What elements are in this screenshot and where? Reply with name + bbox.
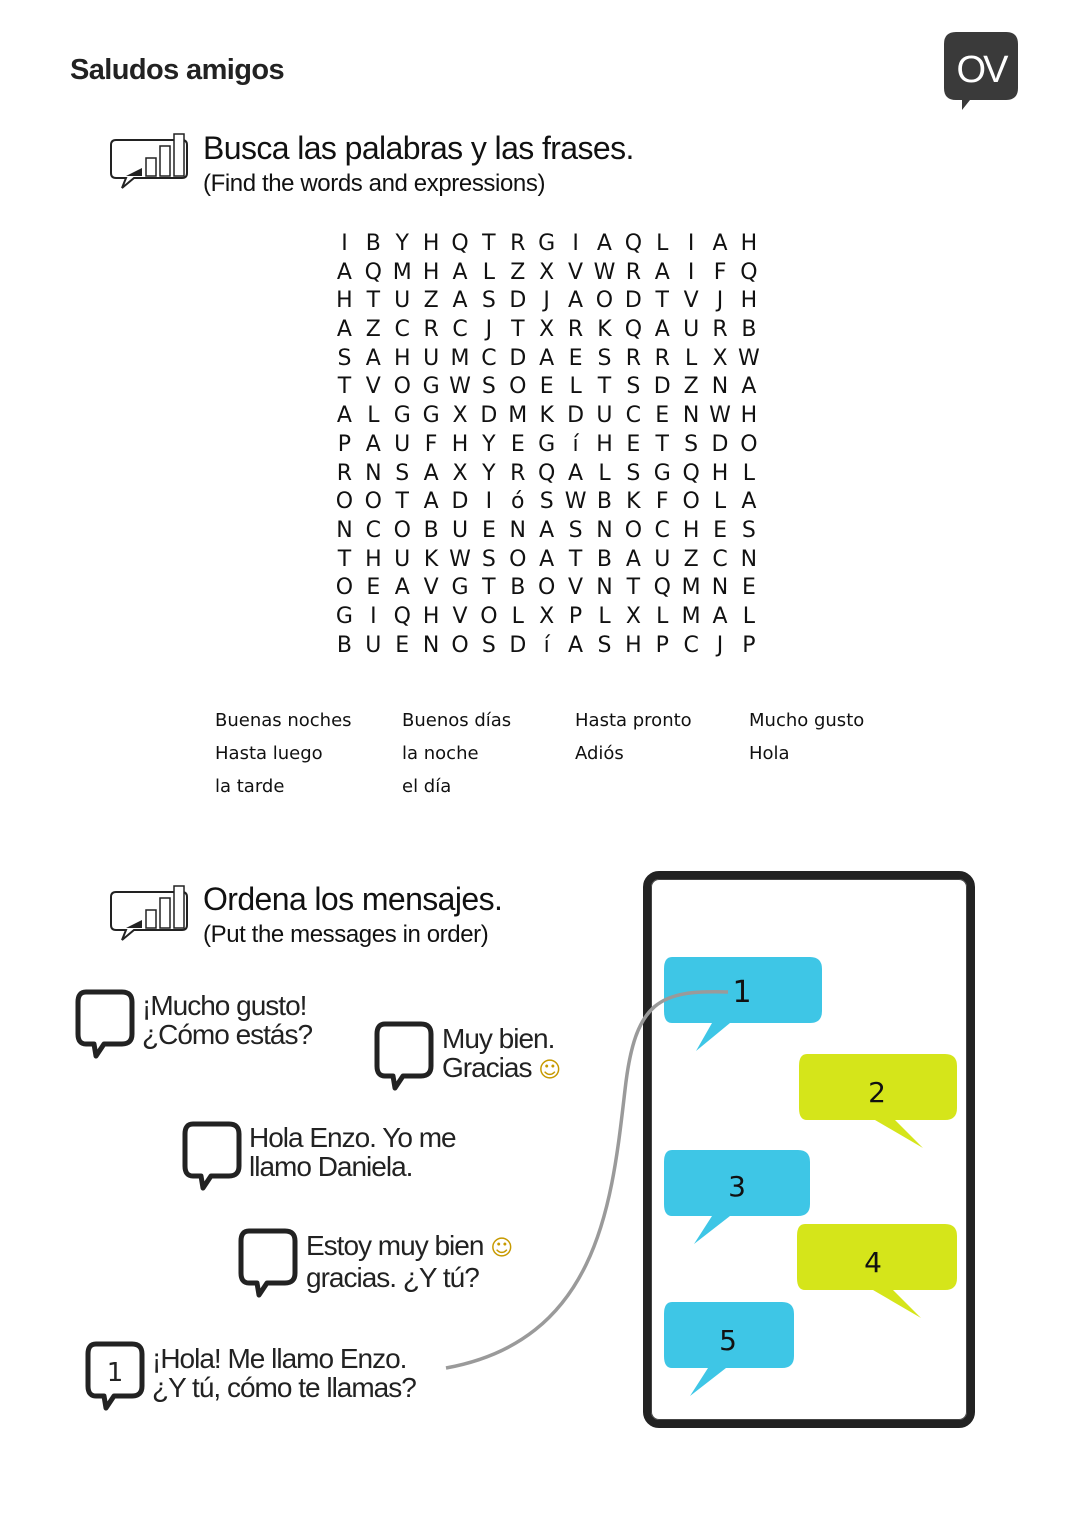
- grid-letter[interactable]: D: [509, 345, 527, 371]
- grid-letter[interactable]: O: [509, 374, 527, 400]
- grid-row: [330, 230, 763, 259]
- grid-letter[interactable]: G: [422, 403, 440, 429]
- grid-letter[interactable]: C: [625, 403, 642, 429]
- grid-row: [330, 488, 763, 517]
- grid-letter[interactable]: Q: [364, 259, 382, 285]
- grid-letter[interactable]: G: [393, 403, 411, 429]
- grid-letter[interactable]: U: [394, 288, 411, 314]
- section-title: Busca las palabras y las frases.: [203, 130, 634, 166]
- grid-letter[interactable]: Q: [624, 317, 643, 343]
- grid-letter[interactable]: E: [741, 575, 756, 601]
- grid-letter[interactable]: H: [451, 431, 469, 457]
- grid-letter[interactable]: Y: [482, 431, 496, 457]
- smile-emoji-icon: ☺: [538, 1058, 561, 1083]
- grid-letter[interactable]: H: [393, 345, 411, 371]
- grid-letter[interactable]: S: [626, 460, 641, 486]
- grid-letter[interactable]: N: [509, 517, 527, 543]
- speech-signal-icon: [108, 132, 190, 192]
- grid-letter[interactable]: M: [450, 345, 470, 371]
- grid-letter[interactable]: X: [539, 317, 555, 343]
- grid-letter[interactable]: R: [510, 231, 526, 256]
- grid-letter[interactable]: X: [539, 259, 555, 285]
- grid-letter[interactable]: A: [423, 489, 439, 515]
- grid-letter[interactable]: V: [423, 575, 439, 601]
- grid-letter[interactable]: O: [624, 517, 643, 543]
- grid-letter[interactable]: P: [568, 603, 583, 629]
- grid-letter[interactable]: E: [510, 431, 525, 457]
- grid-letter[interactable]: R: [712, 317, 728, 343]
- grid-letter[interactable]: F: [424, 431, 438, 457]
- grid-letter[interactable]: A: [539, 546, 555, 572]
- grid-letter[interactable]: A: [712, 231, 728, 256]
- grid-letter[interactable]: D: [567, 403, 585, 429]
- grid-letter[interactable]: O: [740, 431, 758, 457]
- slot-number: 1: [732, 975, 752, 1010]
- grid-letter[interactable]: C: [452, 317, 468, 343]
- grid-letter[interactable]: R: [625, 259, 641, 285]
- grid-letter[interactable]: S: [337, 345, 352, 371]
- grid-letter[interactable]: G: [538, 431, 556, 457]
- grid-letter[interactable]: N: [336, 517, 353, 543]
- grid-letter[interactable]: T: [395, 489, 409, 515]
- grid-letter[interactable]: M: [681, 603, 701, 629]
- section-subtitle: (Put the messages in order): [203, 921, 489, 948]
- grid-letter[interactable]: S: [626, 374, 641, 400]
- grid-letter[interactable]: T: [568, 546, 583, 572]
- grid-letter[interactable]: H: [422, 603, 440, 629]
- grid-letter[interactable]: S: [597, 632, 612, 658]
- grid-letter[interactable]: N: [682, 403, 700, 429]
- phone-slot-5: [660, 1300, 800, 1400]
- grid-letter[interactable]: I: [572, 231, 579, 256]
- grid-letter[interactable]: N: [596, 575, 613, 601]
- grid-letter[interactable]: G: [538, 231, 556, 256]
- grid-letter[interactable]: A: [336, 317, 352, 343]
- grid-letter[interactable]: C: [683, 632, 699, 658]
- grid-letter[interactable]: S: [539, 489, 554, 515]
- grid-letter[interactable]: S: [481, 632, 496, 658]
- grid-letter[interactable]: D: [711, 431, 729, 457]
- grid-letter[interactable]: H: [740, 403, 758, 429]
- grid-letter[interactable]: P: [337, 431, 352, 457]
- speech-bubble-icon: [237, 1227, 299, 1301]
- phone-slot-4: [793, 1222, 958, 1322]
- grid-letter[interactable]: V: [568, 259, 584, 285]
- grid-letter[interactable]: Q: [682, 460, 700, 486]
- grid-letter[interactable]: W: [593, 259, 616, 285]
- grid-letter[interactable]: D: [509, 288, 527, 314]
- grid-letter[interactable]: T: [655, 431, 669, 457]
- grid-letter[interactable]: Y: [395, 231, 409, 256]
- logo-text: OV: [956, 49, 1006, 91]
- grid-letter[interactable]: A: [365, 345, 381, 371]
- grid-letter[interactable]: S: [481, 288, 496, 314]
- grid-letter[interactable]: X: [625, 603, 641, 629]
- grid-letter[interactable]: T: [511, 317, 525, 343]
- grid-letter[interactable]: S: [741, 517, 756, 543]
- grid-letter[interactable]: I: [341, 231, 348, 256]
- grid-letter[interactable]: P: [742, 632, 756, 658]
- grid-letter[interactable]: N: [711, 374, 729, 400]
- grid-letter[interactable]: F: [713, 259, 727, 285]
- grid-letter[interactable]: H: [365, 546, 382, 572]
- grid-letter[interactable]: D: [451, 489, 469, 515]
- grid-letter[interactable]: í: [572, 431, 579, 457]
- grid-letter[interactable]: N: [422, 632, 440, 658]
- grid-letter[interactable]: H: [422, 259, 440, 285]
- slot-number: 3: [728, 1170, 746, 1203]
- grid-letter[interactable]: J: [716, 632, 724, 658]
- grid-letter[interactable]: C: [654, 517, 670, 543]
- grid-letter[interactable]: U: [654, 546, 671, 572]
- grid-letter[interactable]: N: [711, 575, 729, 601]
- grid-letter[interactable]: U: [683, 317, 700, 343]
- word-item: el día: [402, 776, 452, 797]
- grid-letter[interactable]: S: [684, 431, 699, 457]
- grid-letter[interactable]: A: [423, 460, 439, 486]
- grid-letter[interactable]: O: [451, 632, 469, 658]
- grid-letter[interactable]: Z: [683, 374, 699, 400]
- section-title: Ordena los mensajes.: [203, 881, 503, 917]
- grid-letter[interactable]: A: [452, 259, 468, 285]
- grid-letter[interactable]: G: [422, 374, 440, 400]
- grid-letter[interactable]: H: [711, 460, 729, 486]
- grid-letter[interactable]: H: [422, 231, 440, 256]
- grid-letter[interactable]: L: [656, 603, 669, 629]
- grid-letter[interactable]: U: [451, 517, 469, 543]
- phone-slot-3: [660, 1148, 815, 1248]
- grid-row: [330, 287, 763, 316]
- grid-letter[interactable]: L: [367, 403, 380, 429]
- grid-letter[interactable]: E: [568, 345, 583, 371]
- word-item: Adiós: [575, 743, 624, 764]
- grid-letter[interactable]: V: [452, 603, 468, 629]
- grid-letter[interactable]: X: [452, 460, 468, 486]
- grid-letter[interactable]: B: [596, 489, 612, 515]
- grid-letter[interactable]: B: [336, 632, 352, 658]
- grid-letter[interactable]: Q: [393, 603, 411, 629]
- grid-letter[interactable]: G: [451, 575, 469, 601]
- grid-letter[interactable]: Q: [451, 231, 469, 256]
- grid-letter[interactable]: H: [336, 288, 353, 314]
- word-item: Hola: [749, 743, 790, 764]
- grid-letter[interactable]: T: [482, 231, 496, 256]
- grid-letter[interactable]: T: [655, 288, 669, 314]
- grid-letter[interactable]: R: [423, 317, 439, 343]
- grid-letter[interactable]: H: [682, 517, 700, 543]
- grid-row: [330, 259, 763, 288]
- grid-letter[interactable]: A: [654, 259, 670, 285]
- grid-letter[interactable]: Q: [624, 231, 643, 256]
- grid-letter[interactable]: ó: [511, 489, 525, 515]
- grid-letter[interactable]: R: [654, 345, 670, 371]
- grid-row: [330, 574, 763, 603]
- grid-letter[interactable]: A: [539, 345, 555, 371]
- grid-letter[interactable]: R: [510, 460, 526, 486]
- grid-letter[interactable]: X: [712, 345, 728, 371]
- grid-letter[interactable]: A: [596, 231, 612, 256]
- word-item: la tarde: [215, 776, 285, 797]
- grid-letter[interactable]: N: [740, 546, 758, 572]
- grid-letter[interactable]: A: [568, 632, 584, 658]
- speech-bubble-icon: [373, 1020, 435, 1094]
- grid-letter[interactable]: G: [335, 603, 353, 629]
- grid-letter[interactable]: W: [564, 489, 587, 515]
- grid-letter[interactable]: T: [626, 575, 641, 601]
- grid-letter[interactable]: O: [682, 489, 700, 515]
- grid-letter[interactable]: T: [597, 374, 612, 400]
- slot-number: 4: [864, 1246, 882, 1279]
- grid-row: [330, 316, 763, 345]
- grid-letter[interactable]: C: [394, 317, 410, 343]
- grid-letter[interactable]: A: [741, 489, 757, 515]
- speech-bubble-icon: [181, 1120, 243, 1194]
- grid-letter[interactable]: K: [626, 489, 641, 515]
- message-number: 1: [106, 1358, 124, 1388]
- grid-letter[interactable]: K: [423, 546, 439, 572]
- grid-row: [330, 603, 763, 632]
- word-search-grid: [330, 230, 763, 660]
- grid-letter[interactable]: U: [365, 632, 382, 658]
- grid-letter[interactable]: L: [742, 460, 756, 486]
- grid-letter[interactable]: K: [539, 403, 554, 429]
- grid-letter[interactable]: H: [625, 632, 642, 658]
- grid-letter[interactable]: W: [709, 403, 731, 429]
- grid-letter[interactable]: L: [482, 259, 496, 285]
- grid-letter[interactable]: U: [423, 345, 440, 371]
- grid-letter[interactable]: T: [482, 575, 496, 601]
- grid-letter[interactable]: í: [543, 632, 550, 658]
- grid-letter[interactable]: L: [598, 603, 611, 629]
- grid-letter[interactable]: C: [365, 517, 382, 543]
- grid-letter[interactable]: Z: [683, 546, 699, 572]
- grid-letter[interactable]: G: [653, 460, 671, 486]
- grid-letter[interactable]: A: [568, 460, 584, 486]
- grid-row: [330, 632, 763, 661]
- grid-letter[interactable]: L: [598, 460, 611, 486]
- speech-signal-icon: [108, 884, 190, 944]
- grid-letter[interactable]: H: [740, 231, 758, 256]
- grid-letter[interactable]: R: [625, 345, 641, 371]
- grid-letter[interactable]: C: [481, 345, 497, 371]
- grid-letter[interactable]: S: [597, 345, 612, 371]
- grid-letter[interactable]: S: [481, 374, 496, 400]
- grid-letter[interactable]: V: [568, 575, 584, 601]
- grid-letter[interactable]: E: [395, 632, 410, 658]
- grid-letter[interactable]: E: [481, 517, 496, 543]
- grid-letter[interactable]: L: [685, 345, 698, 371]
- grid-letter[interactable]: E: [655, 403, 670, 429]
- speech-bubble-icon: [74, 988, 136, 1062]
- grid-letter[interactable]: S: [395, 460, 410, 486]
- grid-letter[interactable]: U: [394, 431, 411, 457]
- grid-letter[interactable]: U: [394, 546, 411, 572]
- message-mucho-gusto: ¡Mucho gusto! ¿Cómo estás?: [142, 990, 313, 1050]
- word-item: Buenos días: [402, 710, 512, 731]
- grid-letter[interactable]: M: [392, 259, 412, 285]
- slot-number: 5: [719, 1324, 737, 1357]
- grid-letter[interactable]: A: [654, 317, 670, 343]
- grid-row: [330, 373, 763, 402]
- grid-letter[interactable]: Q: [538, 460, 556, 486]
- grid-letter[interactable]: L: [713, 489, 727, 515]
- grid-letter[interactable]: I: [687, 231, 695, 256]
- phone-slot-1: [660, 955, 825, 1055]
- grid-letter[interactable]: A: [741, 374, 757, 400]
- word-item: la noche: [402, 743, 479, 764]
- grin-emoji-icon: ☺: [490, 1236, 513, 1261]
- grid-letter[interactable]: D: [509, 632, 527, 658]
- grid-letter[interactable]: X: [539, 603, 555, 629]
- grid-letter[interactable]: L: [656, 231, 669, 256]
- grid-letter[interactable]: F: [655, 489, 669, 515]
- grid-letter[interactable]: Z: [365, 317, 381, 343]
- grid-letter[interactable]: S: [568, 517, 583, 543]
- grid-letter[interactable]: B: [741, 317, 757, 343]
- grid-letter[interactable]: D: [480, 403, 498, 429]
- grid-letter[interactable]: A: [568, 288, 584, 314]
- grid-letter[interactable]: V: [683, 288, 699, 314]
- grid-row: [330, 402, 763, 431]
- grid-letter[interactable]: M: [508, 403, 528, 429]
- section-subtitle: (Find the words and expressions): [203, 170, 546, 197]
- grid-letter[interactable]: B: [423, 517, 439, 543]
- word-item: Buenas noches: [215, 710, 352, 731]
- grid-letter[interactable]: N: [365, 460, 382, 486]
- grid-letter[interactable]: L: [511, 603, 524, 629]
- grid-letter[interactable]: K: [597, 317, 612, 343]
- page-title: Saludos amigos: [70, 54, 284, 86]
- grid-letter[interactable]: D: [653, 374, 671, 400]
- phone-slot-2: [795, 1052, 960, 1152]
- message-estoy-muy-bien: Estoy muy bien ☺ gracias. ¿Y tú?: [306, 1230, 513, 1293]
- grid-letter[interactable]: A: [394, 575, 410, 601]
- grid-letter[interactable]: H: [596, 431, 613, 457]
- grid-letter[interactable]: X: [452, 403, 468, 429]
- grid-letter[interactable]: A: [452, 288, 468, 314]
- slot-number: 2: [868, 1076, 886, 1109]
- grid-letter[interactable]: I: [687, 259, 695, 285]
- ov-logo-icon: [944, 32, 1018, 112]
- grid-letter[interactable]: O: [364, 489, 382, 515]
- grid-letter[interactable]: A: [712, 603, 728, 629]
- grid-letter[interactable]: O: [393, 517, 411, 543]
- grid-letter[interactable]: U: [596, 403, 613, 429]
- grid-letter[interactable]: Q: [653, 575, 671, 601]
- grid-letter[interactable]: Q: [740, 259, 758, 285]
- grid-letter[interactable]: T: [366, 288, 381, 314]
- grid-letter[interactable]: L: [569, 374, 582, 400]
- grid-letter[interactable]: B: [365, 231, 381, 256]
- grid-letter[interactable]: O: [393, 374, 411, 400]
- grid-letter[interactable]: E: [366, 575, 381, 601]
- grid-row: [330, 431, 763, 460]
- grid-letter[interactable]: J: [716, 288, 724, 314]
- grid-letter[interactable]: H: [740, 288, 758, 314]
- grid-letter[interactable]: E: [539, 374, 554, 400]
- grid-letter[interactable]: B: [510, 575, 526, 601]
- grid-letter[interactable]: B: [596, 546, 612, 572]
- grid-letter[interactable]: O: [335, 575, 354, 601]
- grid-letter[interactable]: O: [335, 489, 354, 515]
- grid-letter[interactable]: A: [336, 403, 352, 429]
- grid-letter[interactable]: O: [480, 603, 498, 629]
- message-hola-enzo: Hola Enzo. Yo me llamo Daniela.: [249, 1122, 456, 1182]
- grid-row: [330, 546, 763, 575]
- grid-letter[interactable]: J: [543, 288, 550, 314]
- grid-row: [330, 517, 763, 546]
- grid-row: [330, 345, 763, 374]
- grid-letter[interactable]: Z: [510, 259, 526, 285]
- grid-letter[interactable]: I: [485, 489, 493, 515]
- grid-letter[interactable]: Z: [423, 288, 439, 314]
- grid-letter[interactable]: Y: [482, 460, 496, 486]
- grid-letter[interactable]: A: [336, 259, 352, 285]
- grid-letter[interactable]: T: [337, 374, 352, 400]
- grid-letter[interactable]: W: [449, 374, 471, 400]
- grid-letter[interactable]: I: [370, 603, 377, 629]
- grid-letter[interactable]: N: [596, 517, 613, 543]
- word-item: Hasta pronto: [575, 710, 692, 731]
- grid-letter[interactable]: O: [595, 288, 614, 314]
- grid-row: [330, 460, 763, 489]
- word-list: [215, 710, 899, 797]
- grid-letter[interactable]: W: [449, 546, 471, 572]
- grid-letter[interactable]: R: [336, 460, 353, 486]
- grid-letter[interactable]: O: [509, 546, 527, 572]
- word-item: Mucho gusto: [749, 710, 865, 731]
- grid-letter[interactable]: P: [655, 632, 669, 658]
- grid-letter[interactable]: D: [624, 288, 642, 314]
- grid-letter[interactable]: J: [485, 317, 493, 343]
- word-item: Hasta luego: [215, 743, 323, 764]
- speech-bubble-icon: [84, 1340, 146, 1414]
- grid-letter[interactable]: S: [481, 546, 496, 572]
- grid-letter[interactable]: W: [738, 345, 760, 371]
- grid-letter[interactable]: A: [625, 546, 641, 572]
- grid-letter[interactable]: E: [713, 517, 727, 543]
- message-hola-me-llamo-enzo: ¡Hola! Me llamo Enzo. ¿Y tú, cómo te llamas?: [152, 1343, 416, 1403]
- grid-letter[interactable]: O: [538, 575, 556, 601]
- grid-letter[interactable]: T: [337, 546, 352, 572]
- grid-letter[interactable]: A: [539, 517, 555, 543]
- grid-letter[interactable]: A: [365, 431, 381, 457]
- grid-letter[interactable]: C: [712, 546, 728, 572]
- message-muy-bien: Muy bien. Gracias ☺: [442, 1023, 561, 1083]
- grid-letter[interactable]: M: [681, 575, 701, 601]
- grid-letter[interactable]: E: [626, 431, 641, 457]
- grid-letter[interactable]: L: [742, 603, 756, 629]
- grid-letter[interactable]: R: [567, 317, 584, 343]
- grid-letter[interactable]: V: [365, 374, 381, 400]
